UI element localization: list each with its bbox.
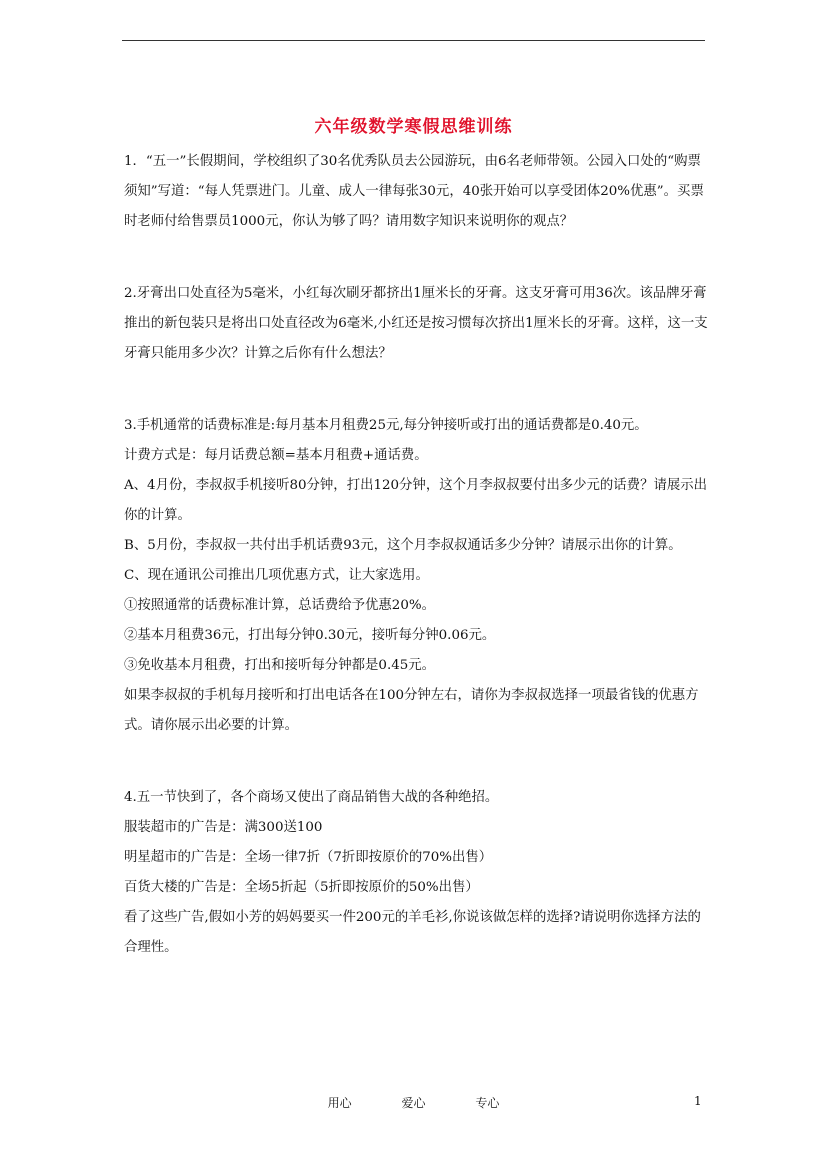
question-paragraph: 明星超市的广告是：全场一律7折（7折即按原价的70%出售） (124, 850, 493, 865)
footer-motto (0, 1094, 827, 1111)
question-paragraph: 2.牙膏出口处直径为5毫米，小红每次刷牙都挤出1厘米长的牙膏。这支牙膏可用36次。该品牌牙膏推出的新包装只是将出口处直径改为6毫米,小红还是按习惯每次挤出1厘米长的牙膏。这样，这一支牙膏只能用多少次？计算之后你有什么想法？ (124, 286, 708, 361)
question-paragraph: ①按照通常的话费标准计算，总话费给予优惠20%。 (124, 598, 435, 613)
question-1 (124, 147, 708, 237)
question-paragraph: 3.手机通常的话费标准是:每月基本月租费25元,每分钟接听或打出的通话费都是0.40元。 (124, 418, 648, 433)
question-paragraph: 1．“五一”长假期间，学校组织了30名优秀队员去公园游玩，由6名老师带领。公园入口处的“购票须知”写道：“每人凭票进门。儿童、成人一律每张30元，40张开始可以享受团体20%优惠”。买票时老师付给售票员1000元，你认为够了吗？请用数字知识来说明你的观点？ (124, 154, 704, 229)
document-body (124, 147, 708, 963)
question-paragraph: ②基本月租费36元，打出每分钟0.30元，接听每分钟0.06元。 (124, 628, 496, 643)
question-3 (124, 411, 708, 741)
question-paragraph: 如果李叔叔的手机每月接听和打出电话各在100分钟左右，请你为李叔叔选择一项最省钱的优惠方式。请你展示出必要的计算。 (124, 688, 699, 733)
question-paragraph: 4.五一节快到了，各个商场又使出了商品销售大战的各种绝招。 (124, 790, 499, 805)
page-number: 1 (694, 1094, 702, 1108)
question-paragraph: 百货大楼的广告是：全场5折起（5折即按原价的50%出售） (124, 880, 479, 895)
question-paragraph: A、4月份，李叔叔手机接听80分钟，打出120分钟，这个月李叔叔要付出多少元的话费？请展示出你的计算。 (124, 478, 708, 523)
question-paragraph: C、现在通讯公司推出几项优惠方式，让大家选用。 (124, 568, 429, 583)
footer-word: 用心 (327, 1096, 352, 1110)
footer-word: 专心 (475, 1096, 500, 1110)
question-paragraph: ③免收基本月租费，打出和接听每分钟都是0.45元。 (124, 658, 436, 673)
question-2 (124, 279, 708, 369)
question-paragraph: B、5月份，李叔叔一共付出手机话费93元，这个月李叔叔通话多少分钟？请展示出你的计算。 (124, 538, 682, 553)
question-4 (124, 783, 708, 963)
header-rule (122, 40, 705, 41)
question-paragraph: 看了这些广告,假如小芳的妈妈要买一件200元的羊毛衫,你说该做怎样的选择?请说明你选择方法的合理性。 (124, 910, 701, 955)
question-paragraph: 服装超市的广告是：满300送100 (124, 820, 323, 835)
question-paragraph: 计费方式是：每月话费总额=基本月租费+通话费。 (124, 448, 428, 463)
page-title: 六年级数学寒假思维训练 (314, 117, 513, 137)
footer-word: 爱心 (401, 1096, 426, 1110)
